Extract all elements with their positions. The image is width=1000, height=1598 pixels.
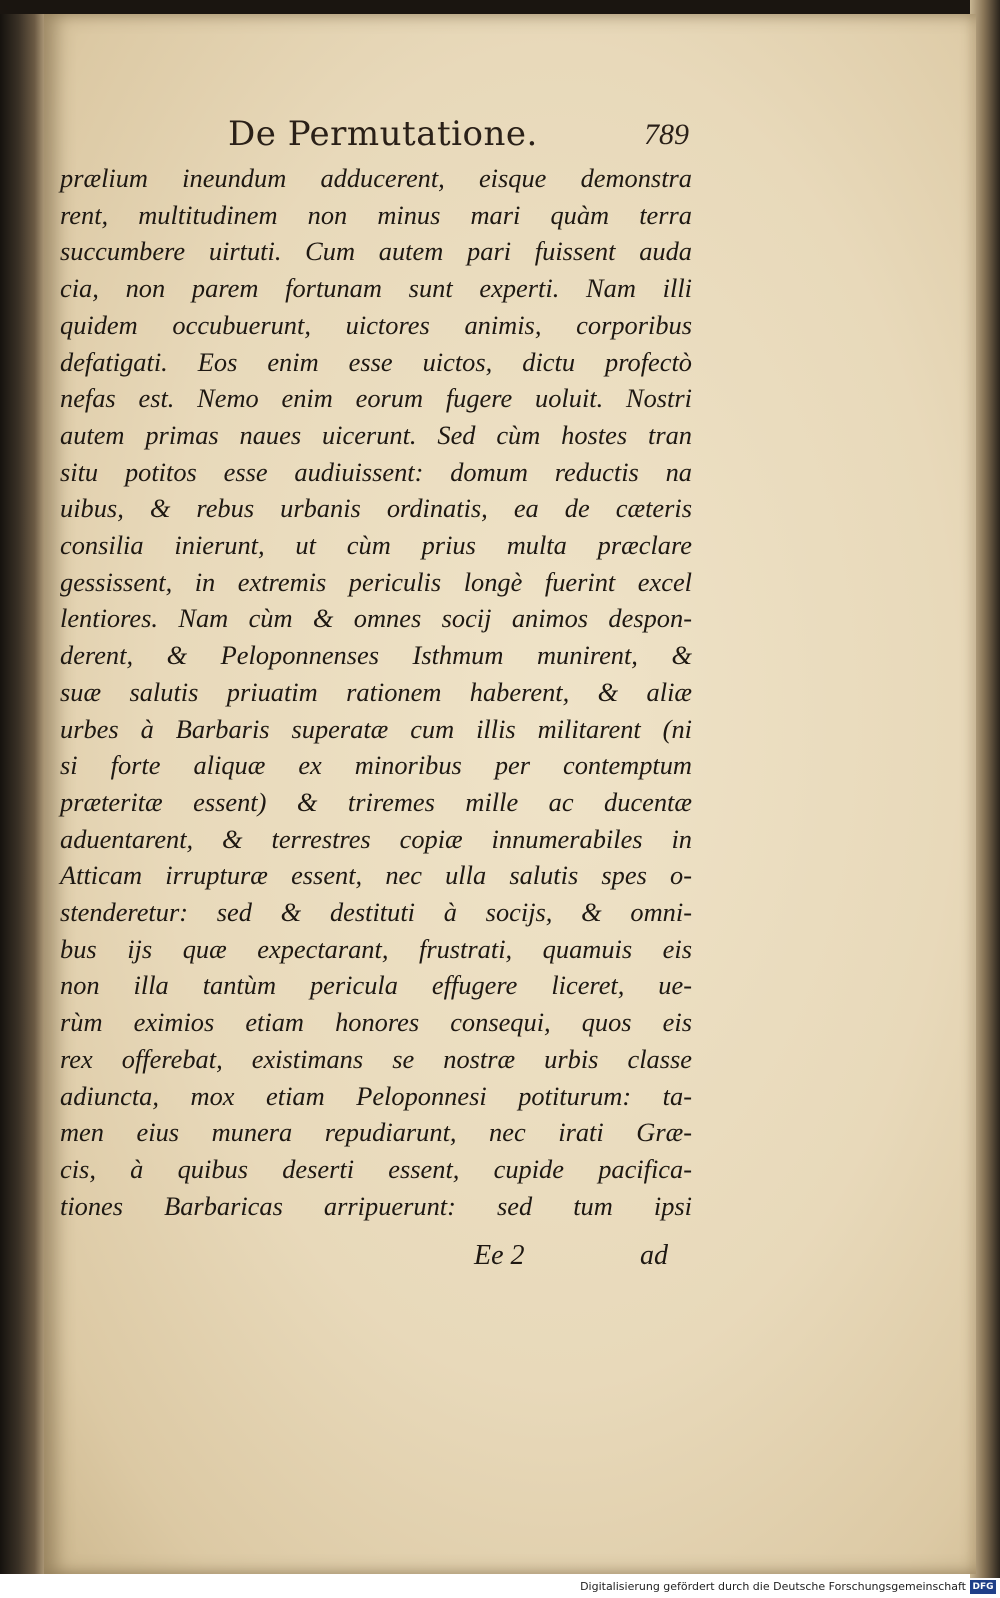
text-line: si forte aliquæ ex minoribus per contemptum bbox=[60, 750, 692, 781]
text-line: suæ salutis priuatim rationem haberent, & aliæ bbox=[60, 676, 692, 707]
text-line: lentiores. Nam cùm & omnes socij animos despon- bbox=[60, 603, 692, 634]
text-line: non illa tantùm pericula effugere liceret, ue- bbox=[60, 970, 692, 1001]
text-line: præteritæ essent) & triremes mille ac ducentæ bbox=[60, 786, 692, 817]
text-line: quidem occubuerunt, uictores animis, corporibus bbox=[60, 309, 692, 340]
text-line: gessissent, in extremis periculis longè fuerint excel bbox=[60, 566, 692, 597]
text-line: aduentarent, & terrestres copiæ innumerabiles in bbox=[60, 823, 692, 854]
page-number: 789 bbox=[644, 118, 689, 151]
book-page bbox=[44, 14, 976, 1574]
text-line: nefas est. Nemo enim eorum fugere uoluit. Nostri bbox=[60, 383, 692, 414]
running-head: De Permutatione. bbox=[228, 114, 538, 154]
text-line: derent, & Peloponnenses Isthmum munirent, & bbox=[60, 640, 692, 671]
text-line: succumbere uirtuti. Cum autem pari fuissent auda bbox=[60, 236, 692, 267]
book-spine-edge bbox=[0, 14, 46, 1574]
text-line: cis, à quibus deserti essent, cupide pacifica- bbox=[60, 1153, 692, 1184]
text-line: urbes à Barbaris superatæ cum illis militarent (ni bbox=[60, 713, 692, 744]
text-line: bus ijs quæ expectarant, frustrati, quamuis eis bbox=[60, 933, 692, 964]
funding-credit: Digitalisierung gefördert durch die Deutsche Forschungsgemeinschaft bbox=[580, 1580, 966, 1593]
signature-mark: Ee 2 bbox=[474, 1240, 525, 1271]
text-line: defatigati. Eos enim esse uictos, dictu profectò bbox=[60, 346, 692, 377]
body-text bbox=[60, 160, 692, 1224]
text-line: cia, non parem fortunam sunt experti. Nam illi bbox=[60, 273, 692, 304]
text-line: situ potitos esse audiuissent: domum reductis na bbox=[60, 456, 692, 487]
catchline bbox=[44, 1240, 704, 1280]
text-line: rùm eximios etiam honores consequi, quos eis bbox=[60, 1007, 692, 1038]
catchword: ad bbox=[640, 1240, 668, 1271]
text-line: prælium ineundum adducerent, eisque demonstra bbox=[60, 163, 692, 193]
text-line: consilia inierunt, ut cùm prius multa præclare bbox=[60, 530, 692, 561]
text-line: adiuncta, mox etiam Peloponnesi potiturum: ta- bbox=[60, 1080, 692, 1111]
text-line: rent, multitudinem non minus mari quàm terra bbox=[60, 199, 692, 230]
text-line: stenderetur: sed & destituti à socijs, & omni- bbox=[60, 897, 692, 928]
text-line: autem primas naues uicerunt. Sed cùm hostes tran bbox=[60, 419, 692, 450]
text-line: rex offerebat, existimans se nostræ urbis classe bbox=[60, 1043, 692, 1074]
text-line: men eius munera repudiarunt, nec irati Græ- bbox=[60, 1117, 692, 1148]
text-line: tiones Barbaricas arripuerunt: sed tum ipsi bbox=[60, 1190, 692, 1221]
text-line: uibus, & rebus urbanis ordinatis, ea de cæteris bbox=[60, 493, 692, 524]
footer-bar bbox=[0, 1578, 1000, 1598]
text-line: Atticam irrupturæ essent, nec ulla salutis spes o- bbox=[60, 860, 692, 891]
dfg-logo: DFG bbox=[970, 1580, 996, 1594]
